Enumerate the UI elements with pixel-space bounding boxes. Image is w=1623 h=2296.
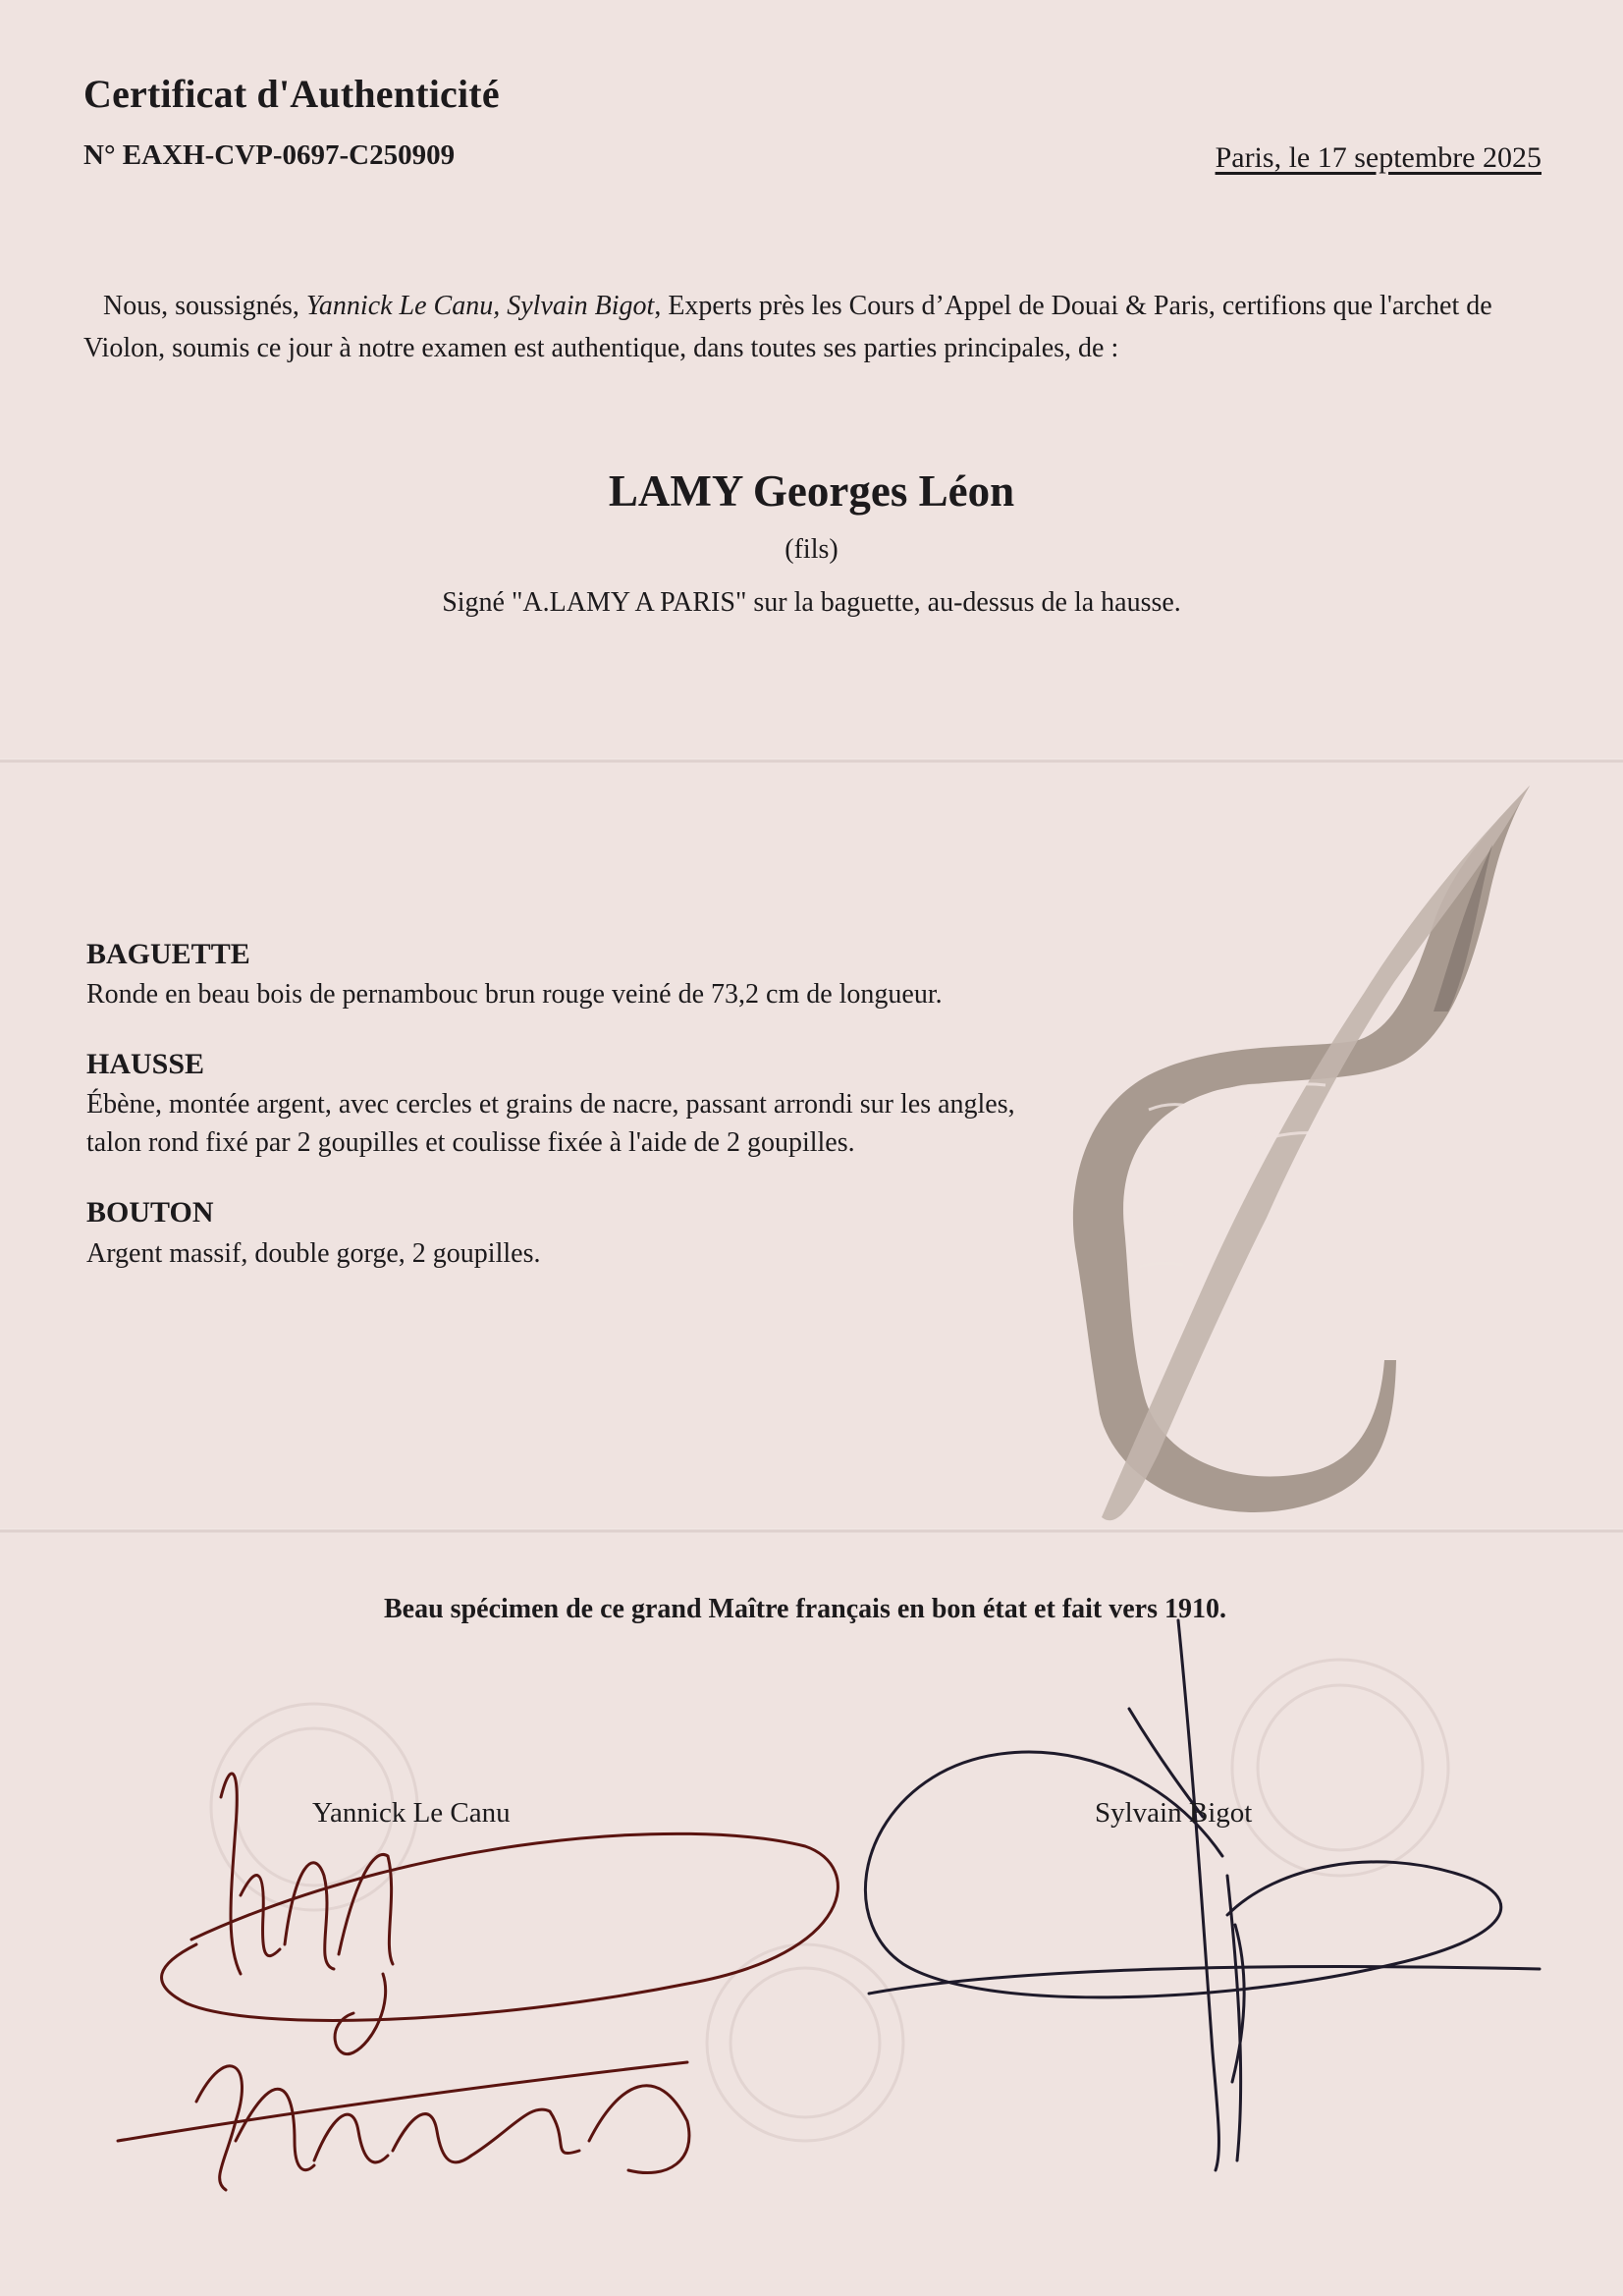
signature-note: Signé "A.LAMY A PARIS" sur la baguette, au-dessus de la hausse. — [442, 587, 1181, 618]
maker-qualifier: (fils) — [784, 534, 839, 565]
section-text-bouton: Argent massif, double gorge, 2 goupilles. — [86, 1238, 541, 1269]
quill-and-scroll-icon — [1073, 786, 1530, 1520]
place-date: Paris, le 17 septembre 2025 — [1215, 141, 1542, 174]
section-text-baguette: Ronde en beau bois de pernambouc brun rouge veiné de 73,2 cm de longueur. — [86, 979, 943, 1010]
intro-part-2: , Experts près les Cours d’Appel de Douai & Paris, certifions que l'archet de Violon, soumis ce jour à notre examen est authentique, dans toutes ses parties principales, de : — [83, 291, 1492, 363]
embossed-seal-icon — [211, 1660, 1448, 2141]
maker-name: LAMY Georges Léon — [608, 466, 1015, 516]
certificate-number: N° EAXH-CVP-0697-C250909 — [83, 139, 456, 171]
experts-names: Yannick Le Canu, Sylvain Bigot — [305, 291, 655, 321]
intro-part-1: Nous, soussignés, — [103, 291, 306, 321]
certificate-title: Certificat d'Authenticité — [83, 72, 500, 116]
signature-right-icon — [865, 1620, 1540, 2170]
section-heading-hausse: HAUSSE — [86, 1048, 205, 1080]
signatory-name-1: Yannick Le Canu — [312, 1797, 511, 1829]
section-heading-bouton: BOUTON — [86, 1196, 214, 1229]
closing-statement: Beau spécimen de ce grand Maître français en bon état et fait vers 1910. — [384, 1594, 1226, 1624]
intro-paragraph — [83, 285, 1546, 369]
section-heading-baguette: BAGUETTE — [86, 938, 250, 970]
section-text-hausse: Ébène, montée argent, avec cercles et grains de nacre, passant arrondi sur les angles, talon rond fixé par 2 goupilles et coulisse fixée à l'aide de 2 goupilles. — [86, 1089, 1015, 1158]
signatory-name-2: Sylvain Bigot — [1095, 1797, 1253, 1829]
